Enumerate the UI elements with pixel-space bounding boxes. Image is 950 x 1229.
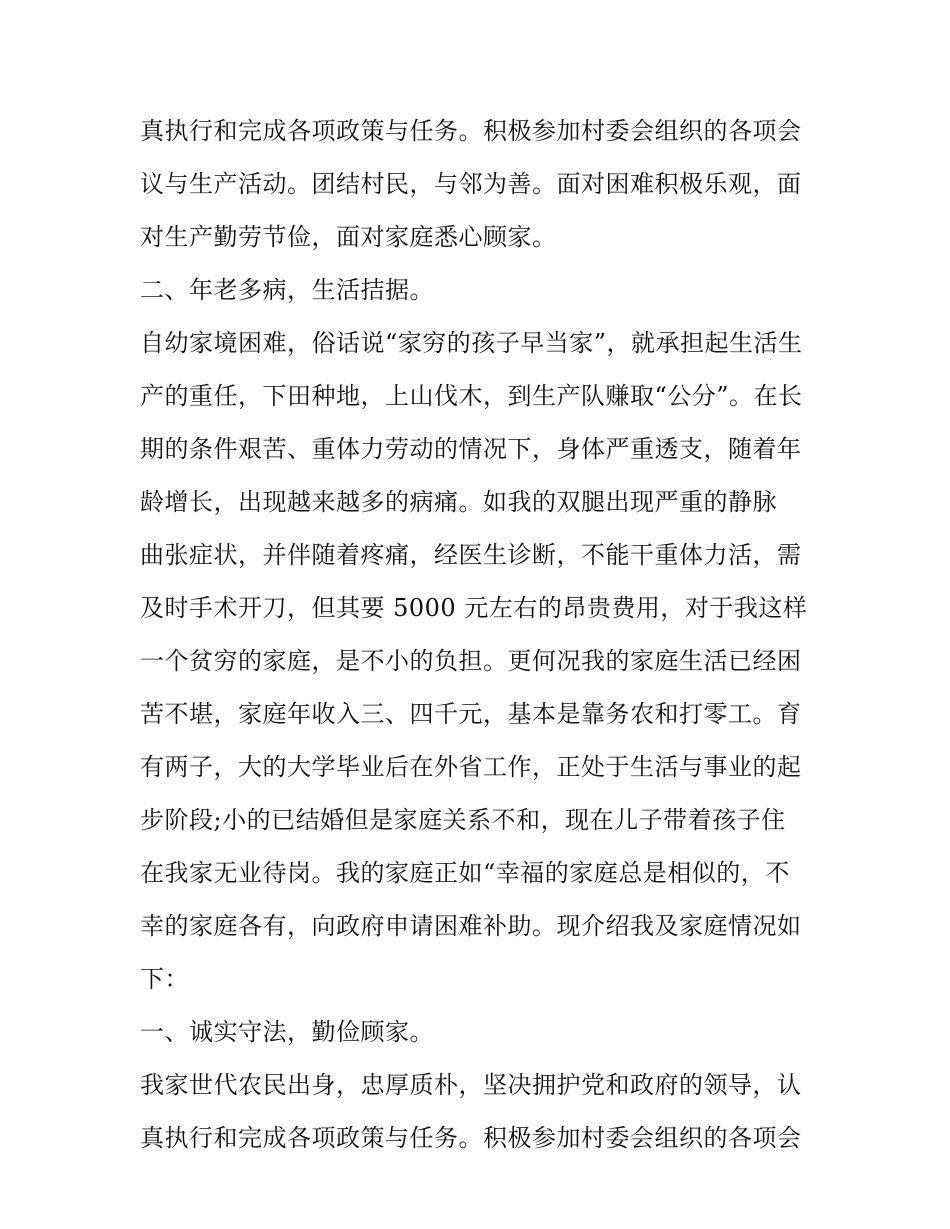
body-text xyxy=(140,105,820,1165)
text-line-12: 苦不堪，家庭年收入三、四千元，基本是靠务农和打零工。育 xyxy=(140,700,802,728)
text-line-1: 真执行和完成各项政策与任务。积极参加村委会组织的各项会 xyxy=(140,117,802,145)
text-line-19: 我家世代农民出身，忠厚质朴，坚决拥护党和政府的领导，认 xyxy=(140,1071,802,1099)
text-line-6: 产的重任，下田种地，上山伐木，到生产队赚取“公分”。在长 xyxy=(140,382,803,410)
text-line-10: 及时手术开刀，但其要 5000 元左右的昂贵费用，对于我这样 xyxy=(140,594,808,622)
text-line-17: 下： xyxy=(140,965,189,993)
section-heading-1: 一、诚实守法，勤俭顾家。 xyxy=(140,1018,434,1046)
text-line-3: 对生产勤劳节俭，面对家庭悉心顾家。 xyxy=(140,223,557,251)
text-line-11: 一个贫穷的家庭，是不小的负担。更何况我的家庭生活已经困 xyxy=(140,647,802,675)
text-line-8: 龄增长，出现越来越多的病痛。如我的双腿出现严重的静脉 xyxy=(140,488,777,516)
section-heading-2: 二、年老多病，生活拮据。 xyxy=(140,276,434,304)
text-line-16: 幸的家庭各有，向政府申请困难补助。现介绍我及家庭情况如 xyxy=(140,912,802,940)
text-line-9: 曲张症状，并伴随着疼痛，经医生诊断，不能干重体力活，需 xyxy=(140,541,802,569)
text-line-20: 真执行和完成各项政策与任务。积极参加村委会组织的各项会 xyxy=(140,1124,802,1152)
text-line-13: 有两子，大的大学毕业后在外省工作，正处于生活与事业的起 xyxy=(140,753,802,781)
text-line-15: 在我家无业待岗。我的家庭正如“幸福的家庭总是相似的，不 xyxy=(140,859,790,887)
text-line-5: 自幼家境困难，俗话说“家穷的孩子早当家”，就承担起生活生 xyxy=(140,329,803,357)
text-line-7: 期的条件艰苦、重体力劳动的情况下，身体严重透支，随着年 xyxy=(140,435,802,463)
text-line-2: 议与生产活动。团结村民，与邻为善。面对困难积极乐观，面 xyxy=(140,170,802,198)
text-line-14: 步阶段;小的已结婚但是家庭关系不和，现在儿子带着孩子住 xyxy=(140,806,786,834)
